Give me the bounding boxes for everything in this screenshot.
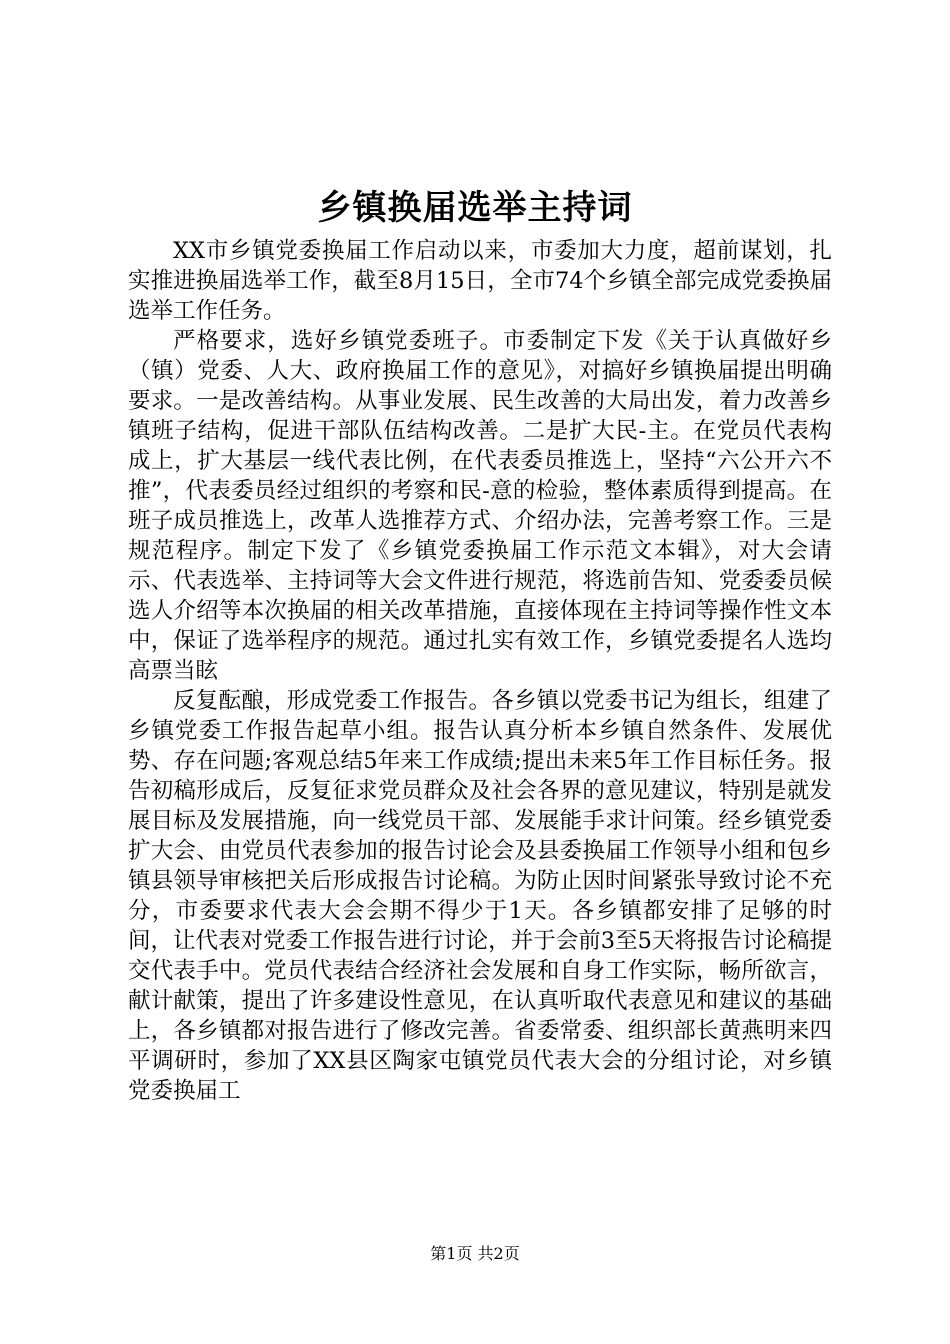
- page-number-footer: 第1页 共2页: [430, 1244, 520, 1263]
- paragraph: 严格要求，选好乡镇党委班子。市委制定下发《关于认真做好乡（镇）党委、人大、政府换届工作的意见》，对搞好乡镇换届提出明确要求。一是改善结构。从事业发展、民生改善的大局出发，着力改善乡镇班子结构，促进干部队伍结构改善。二是扩大民-主。在党员代表构成上，扩大基层一线代表比例，在代表委员推选上，坚持“六公开六不推”，代表委员经过组织的考察和民-意的检验，整体素质得到提高。在班子成员推选上，改革人选推荐方式、介绍办法，完善考察工作。三是规范程序。制定下发了《乡镇党委换届工作示范文本辑》，对大会请示、代表选举、主持词等大会文件进行规范，将选前告知、党委委员候选人介绍等本次换届的相关改革措施，直接体现在主持词等操作性文本中，保证了选举程序的规范。通过扎实有效工作，乡镇党委提名人选均高票当眩: [128, 328, 832, 684]
- paragraph: XX市乡镇党委换届工作启动以来，市委加大力度，超前谋划，扎实推进换届选举工作，截至8月15日，全市74个乡镇全部完成党委换届选举工作任务。: [128, 238, 832, 324]
- paragraph: 反复酝酿，形成党委工作报告。各乡镇以党委书记为组长，组建了乡镇党委工作报告起草小组。报告认真分析本乡镇自然条件、发展优势、存在问题;客观总结5年来工作成绩;提出未来5年工作目标任务。报告初稿形成后，反复征求党员群众及社会各界的意见建议，特别是就发展目标及发展措施，向一线党员干部、发展能手求计问策。经乡镇党委扩大会、由党员代表参加的报告讨论会及县委换届工作领导小组和包乡镇县领导审核把关后形成报告讨论稿。为防止因时间紧张导致讨论不充分，市委要求代表大会会期不得少于1天。各乡镇都安排了足够的时间，让代表对党委工作报告进行讨论，并于会前3至5天将报告讨论稿提交代表手中。党员代表结合经济社会发展和自身工作实际，畅所欲言，献计献策，提出了许多建设性意见，在认真听取代表意见和建议的基础上，各乡镇都对报告进行了修改完善。省委常委、组织部长黄燕明来四平调研时，参加了XX县区陶家屯镇党员代表大会的分组讨论，对乡镇党委换届工: [128, 688, 832, 1104]
- document-title: 乡镇换届选举主持词: [317, 188, 633, 228]
- document-body: [128, 236, 832, 1106]
